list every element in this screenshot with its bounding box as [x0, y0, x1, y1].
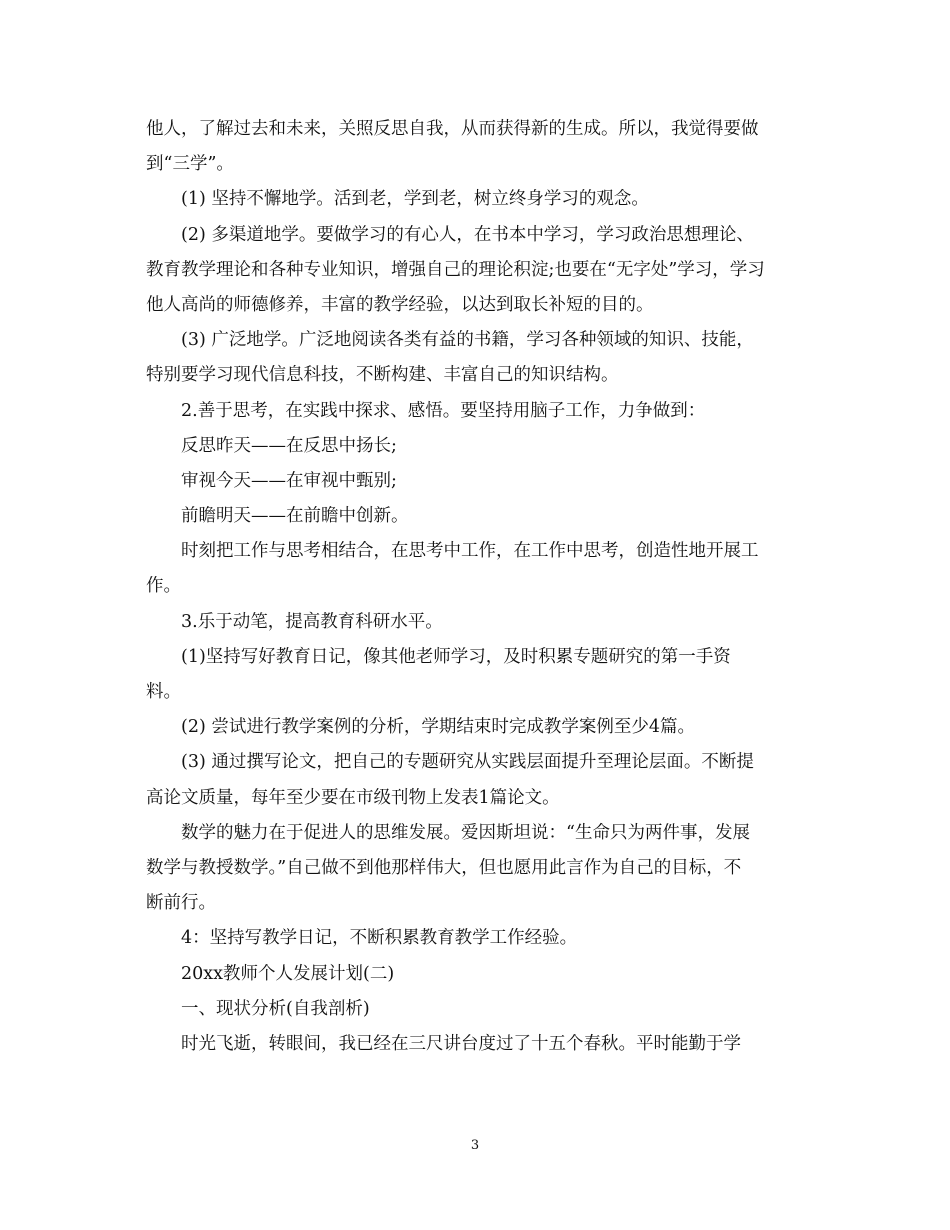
paragraph-line: 4：坚持写教学日记，不断积累教育教学工作经验。: [181, 928, 578, 949]
document-body: [146, 112, 806, 1062]
paragraph-line: 断前行。: [146, 893, 216, 914]
paragraph-line: 时刻把工作与思考相结合，在思考中工作，在工作中思考，创造性地开展工: [181, 541, 759, 562]
paragraph-line: (1)坚持写好教育日记，像其他老师学习，及时积累专题研究的第一手资: [181, 646, 731, 667]
paragraph-line: (3) 通过撰写论文，把自己的专题研究从实践层面提升至理论层面。不断提: [181, 752, 754, 773]
paragraph-line: 教育教学理论和各种专业知识，增强自己的理论积淀;也要在“无字处”学习，学习: [146, 259, 765, 280]
paragraph-line: 作。: [146, 576, 181, 597]
paragraph-line: (1) 坚持不懈地学。活到老，学到老，树立终身学习的观念。: [181, 189, 649, 210]
paragraph-line: 他人，了解过去和未来，关照反思自我，从而获得新的生成。所以，我觉得要做: [146, 119, 759, 139]
paragraph-line: (2) 尝试进行教学案例的分析，学期结束时完成教学案例至少4篇。: [181, 717, 695, 738]
paragraph-line: (3) 广泛地学。广泛地阅读各类有益的书籍，学习各种领域的知识、技能，: [181, 330, 754, 351]
paragraph-line: 审视今天——在审视中甄别;: [181, 470, 397, 491]
section-heading: 一、现状分析(自我剖析): [181, 998, 370, 1019]
paragraph-line: 前瞻明天——在前瞻中创新。: [181, 506, 409, 527]
page-number: 3: [470, 1138, 480, 1153]
paragraph-line: 数学的魅力在于促进人的思维发展。爱因斯坦说：“生命只为两件事，发展: [181, 822, 750, 843]
paragraph-line: 他人高尚的师德修养，丰富的教学经验，以达到取长补短的目的。: [146, 294, 654, 315]
paragraph-line: 数学与教授数学。”自己做不到他那样伟大，但也愿用此言作为自己的目标，不: [146, 857, 742, 878]
section-heading: 20xx教师个人发展计划(二): [181, 963, 395, 984]
paragraph-line: 到“三学”。: [146, 154, 234, 175]
paragraph-line: 时光飞逝，转眼间，我已经在三尺讲台度过了十五个春秋。平时能勤于学: [181, 1033, 741, 1054]
paragraph-line: 3.乐于动笔，提高教育科研水平。: [181, 611, 443, 632]
paragraph-line: 2.善于思考，在实践中探求、感悟。要坚持用脑子工作，力争做到：: [181, 400, 706, 421]
paragraph-line: 高论文质量，每年至少要在市级刊物上发表1篇论文。: [146, 787, 560, 808]
paragraph-line: 特别要学习现代信息科技，不断构建、丰富自己的知识结构。: [146, 365, 619, 386]
paragraph-line: 反思昨天——在反思中扬长;: [181, 435, 397, 456]
paragraph-line: (2) 多渠道地学。要做学习的有心人，在书本中学习，学习政治思想理论、: [181, 224, 754, 245]
paragraph-line: 料。: [146, 682, 181, 702]
